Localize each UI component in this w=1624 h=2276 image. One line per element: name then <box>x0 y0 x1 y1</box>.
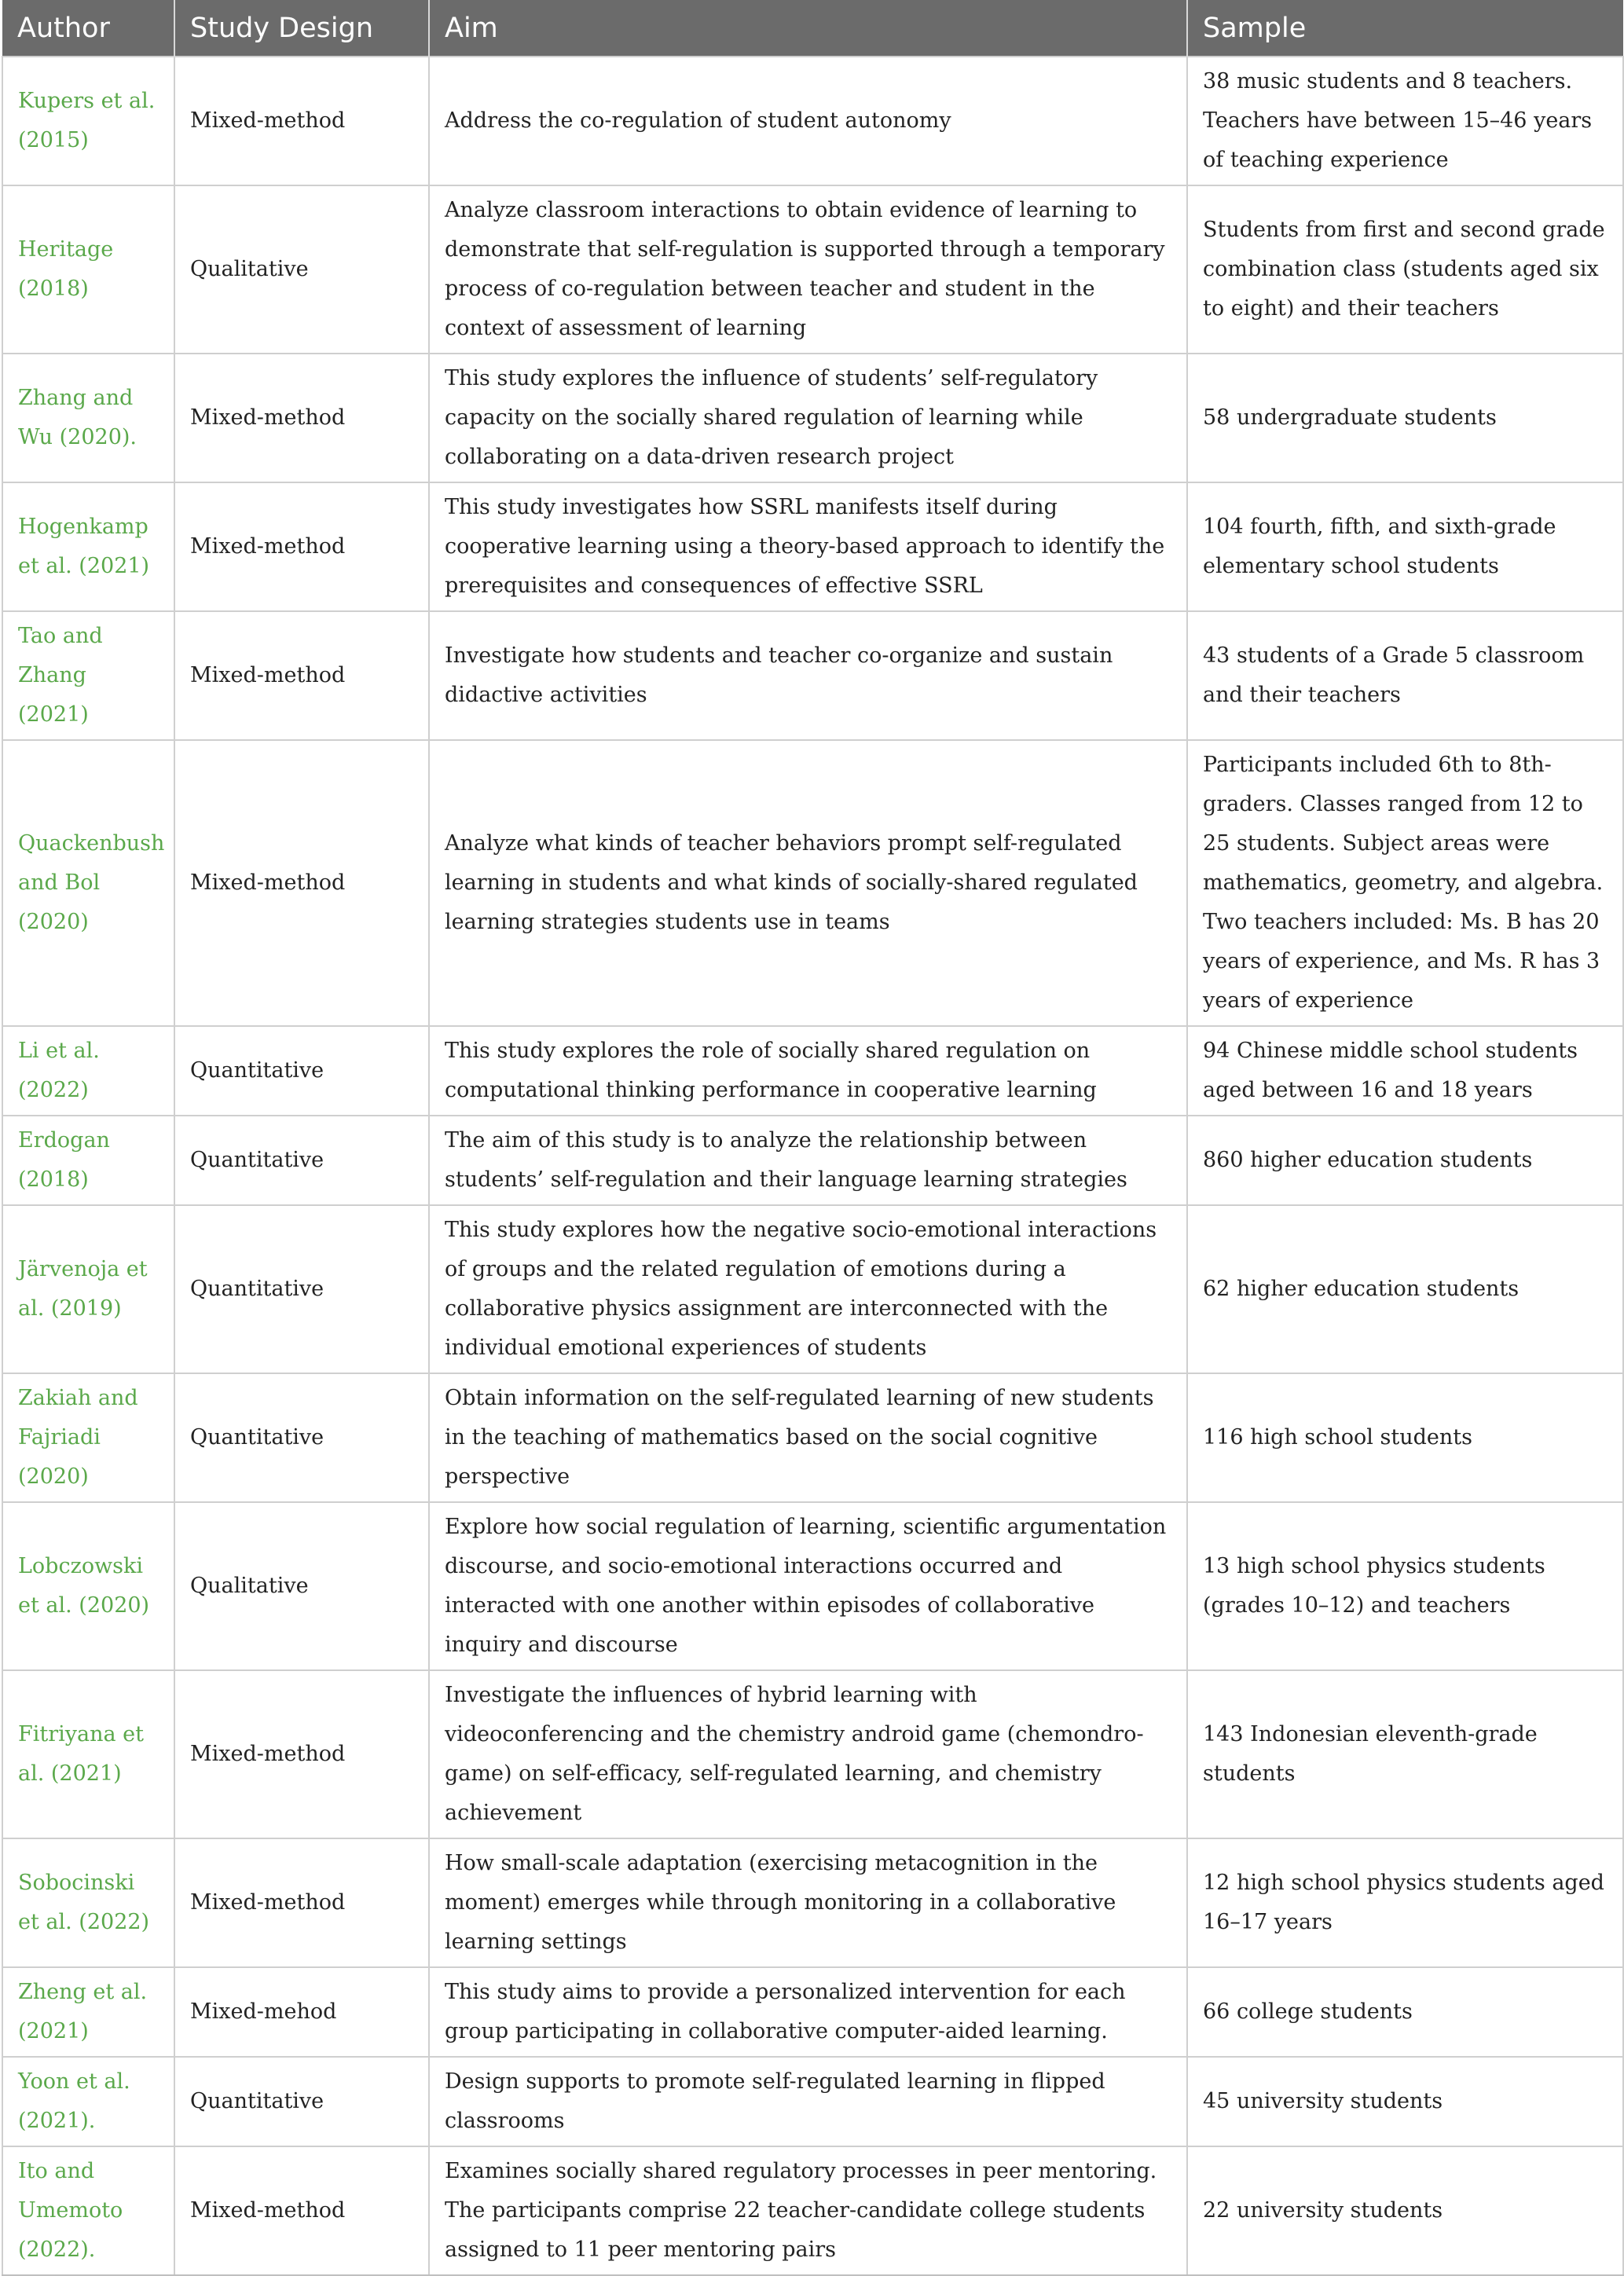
study-design-cell: Quantitative <box>174 1205 429 1373</box>
study-design-cell: Mixed-method <box>174 611 429 740</box>
sample-cell: Participants included 6th to 8th-graders. Classes ranged from 12 to 25 students. Subject areas were mathematics, geometry, and algebra. Two teachers included: Ms. B has 20 years of experience, and Ms. R has 3 years of experience <box>1187 740 1623 1026</box>
header-row <box>2 0 1623 57</box>
author-cell[interactable]: Erdogan (2018) <box>2 1116 174 1205</box>
aim-cell: This study explores the role of socially shared regulation on computational thinking performance in cooperative learning <box>429 1026 1187 1116</box>
author-cell[interactable]: Li et al. (2022) <box>2 1026 174 1116</box>
table-row <box>2 611 1623 740</box>
column-header-study-design: Study Design <box>174 0 429 57</box>
sample-cell: 43 students of a Grade 5 classroom and their teachers <box>1187 611 1623 740</box>
sample-cell: 66 college students <box>1187 1967 1623 2057</box>
author-cell[interactable]: Sobocinski et al. (2022) <box>2 1838 174 1967</box>
sample-cell: 860 higher education students <box>1187 1116 1623 1205</box>
table-row <box>2 57 1623 185</box>
study-design-cell: Mixed-method <box>174 354 429 482</box>
table-row <box>2 1838 1623 1967</box>
table-row <box>2 1026 1623 1116</box>
sample-cell: 13 high school physics students (grades 10–12) and teachers <box>1187 1502 1623 1670</box>
sample-cell: 38 music students and 8 teachers. Teachers have between 15–46 years of teaching experience <box>1187 57 1623 185</box>
study-design-cell: Qualitative <box>174 1502 429 1670</box>
author-cell[interactable]: Kupers et al. (2015) <box>2 57 174 185</box>
aim-cell: The aim of this study is to analyze the relationship between students’ self-regulation and their language learning strategies <box>429 1116 1187 1205</box>
column-header-aim: Aim <box>429 0 1187 57</box>
column-header-sample: Sample <box>1187 0 1623 57</box>
author-cell[interactable]: Zheng et al. (2021) <box>2 1967 174 2057</box>
table-row <box>2 1670 1623 1838</box>
table-row <box>2 354 1623 482</box>
aim-cell: Examines socially shared regulatory processes in peer mentoring. The participants comprise 22 teacher-candidate college students assigned to 11 peer mentoring pairs <box>429 2146 1187 2275</box>
author-cell[interactable]: Zhang and Wu (2020). <box>2 354 174 482</box>
author-cell[interactable]: Yoon et al. (2021). <box>2 2057 174 2146</box>
study-design-cell: Quantitative <box>174 1116 429 1205</box>
author-cell[interactable]: Ito and Umemoto (2022). <box>2 2146 174 2275</box>
author-cell[interactable]: Hogenkamp et al. (2021) <box>2 482 174 611</box>
author-cell[interactable]: Järvenoja et al. (2019) <box>2 1205 174 1373</box>
author-cell[interactable]: Zakiah and Fajriadi (2020) <box>2 1373 174 1502</box>
sample-cell: 12 high school physics students aged 16–17 years <box>1187 1838 1623 1967</box>
author-cell[interactable]: Heritage (2018) <box>2 185 174 354</box>
table-row <box>2 482 1623 611</box>
sample-cell: 58 undergraduate students <box>1187 354 1623 482</box>
aim-cell: How small-scale adaptation (exercising metacognition in the moment) emerges while through monitoring in a collaborative learning settings <box>429 1838 1187 1967</box>
table-row <box>2 1205 1623 1373</box>
author-cell[interactable]: Tao and Zhang (2021) <box>2 611 174 740</box>
aim-cell: This study explores how the negative socio-emotional interactions of groups and the related regulation of emotions during a collaborative physics assignment are interconnected with the individual emotional experiences of students <box>429 1205 1187 1373</box>
aim-cell: Explore how social regulation of learning, scientific argumentation discourse, and socio-emotional interactions occurred and interacted with one another within episodes of collaborative inquiry and discourse <box>429 1502 1187 1670</box>
aim-cell: Investigate how students and teacher co-organize and sustain didactive activities <box>429 611 1187 740</box>
study-design-cell: Qualitative <box>174 185 429 354</box>
table-header <box>2 0 1623 57</box>
table-row <box>2 740 1623 1026</box>
sample-cell: 116 high school students <box>1187 1373 1623 1502</box>
study-design-cell: Mixed-method <box>174 2146 429 2275</box>
aim-cell: Analyze what kinds of teacher behaviors prompt self-regulated learning in students and what kinds of socially-shared regulated learning strategies students use in teams <box>429 740 1187 1026</box>
aim-cell: Address the co-regulation of student autonomy <box>429 57 1187 185</box>
studies-table <box>2 0 1624 2276</box>
table-row <box>2 1373 1623 1502</box>
sample-cell: 62 higher education students <box>1187 1205 1623 1373</box>
table-row <box>2 2057 1623 2146</box>
study-design-cell: Mixed-method <box>174 1838 429 1967</box>
aim-cell: This study aims to provide a personalized intervention for each group participating in collaborative computer-aided learning. <box>429 1967 1187 2057</box>
study-design-cell: Mixed-method <box>174 1670 429 1838</box>
aim-cell: This study investigates how SSRL manifests itself during cooperative learning using a theory-based approach to identify the prerequisites and consequences of effective SSRL <box>429 482 1187 611</box>
aim-cell: Analyze classroom interactions to obtain evidence of learning to demonstrate that self-regulation is supported through a temporary process of co-regulation between teacher and student in the context of assessment of learning <box>429 185 1187 354</box>
table-body <box>2 57 1623 2275</box>
study-design-cell: Mixed-method <box>174 482 429 611</box>
sample-cell: 94 Chinese middle school students aged between 16 and 18 years <box>1187 1026 1623 1116</box>
aim-cell: This study explores the influence of students’ self-regulatory capacity on the socially shared regulation of learning while collaborating on a data-driven research project <box>429 354 1187 482</box>
sample-cell: 143 Indonesian eleventh-grade students <box>1187 1670 1623 1838</box>
author-cell[interactable]: Quackenbush and Bol (2020) <box>2 740 174 1026</box>
study-design-cell: Quantitative <box>174 1373 429 1502</box>
table-row <box>2 185 1623 354</box>
table-row <box>2 1967 1623 2057</box>
table-row <box>2 1502 1623 1670</box>
column-header-author: Author <box>2 0 174 57</box>
study-design-cell: Quantitative <box>174 2057 429 2146</box>
aim-cell: Design supports to promote self-regulated learning in flipped classrooms <box>429 2057 1187 2146</box>
sample-cell: 22 university students <box>1187 2146 1623 2275</box>
aim-cell: Investigate the influences of hybrid learning with videoconferencing and the chemistry android game (chemondro-game) on self-efficacy, self-regulated learning, and chemistry achievement <box>429 1670 1187 1838</box>
table-row <box>2 2146 1623 2275</box>
sample-cell: 45 university students <box>1187 2057 1623 2146</box>
sample-cell: 104 fourth, fifth, and sixth-grade elementary school students <box>1187 482 1623 611</box>
aim-cell: Obtain information on the self-regulated learning of new students in the teaching of mathematics based on the social cognitive perspective <box>429 1373 1187 1502</box>
author-cell[interactable]: Lobczowski et al. (2020) <box>2 1502 174 1670</box>
study-design-cell: Mixed-method <box>174 740 429 1026</box>
sample-cell: Students from first and second grade combination class (students aged six to eight) and their teachers <box>1187 185 1623 354</box>
table-row <box>2 1116 1623 1205</box>
study-design-cell: Quantitative <box>174 1026 429 1116</box>
study-design-cell: Mixed-method <box>174 57 429 185</box>
author-cell[interactable]: Fitriyana et al. (2021) <box>2 1670 174 1838</box>
study-design-cell: Mixed-mehod <box>174 1967 429 2057</box>
